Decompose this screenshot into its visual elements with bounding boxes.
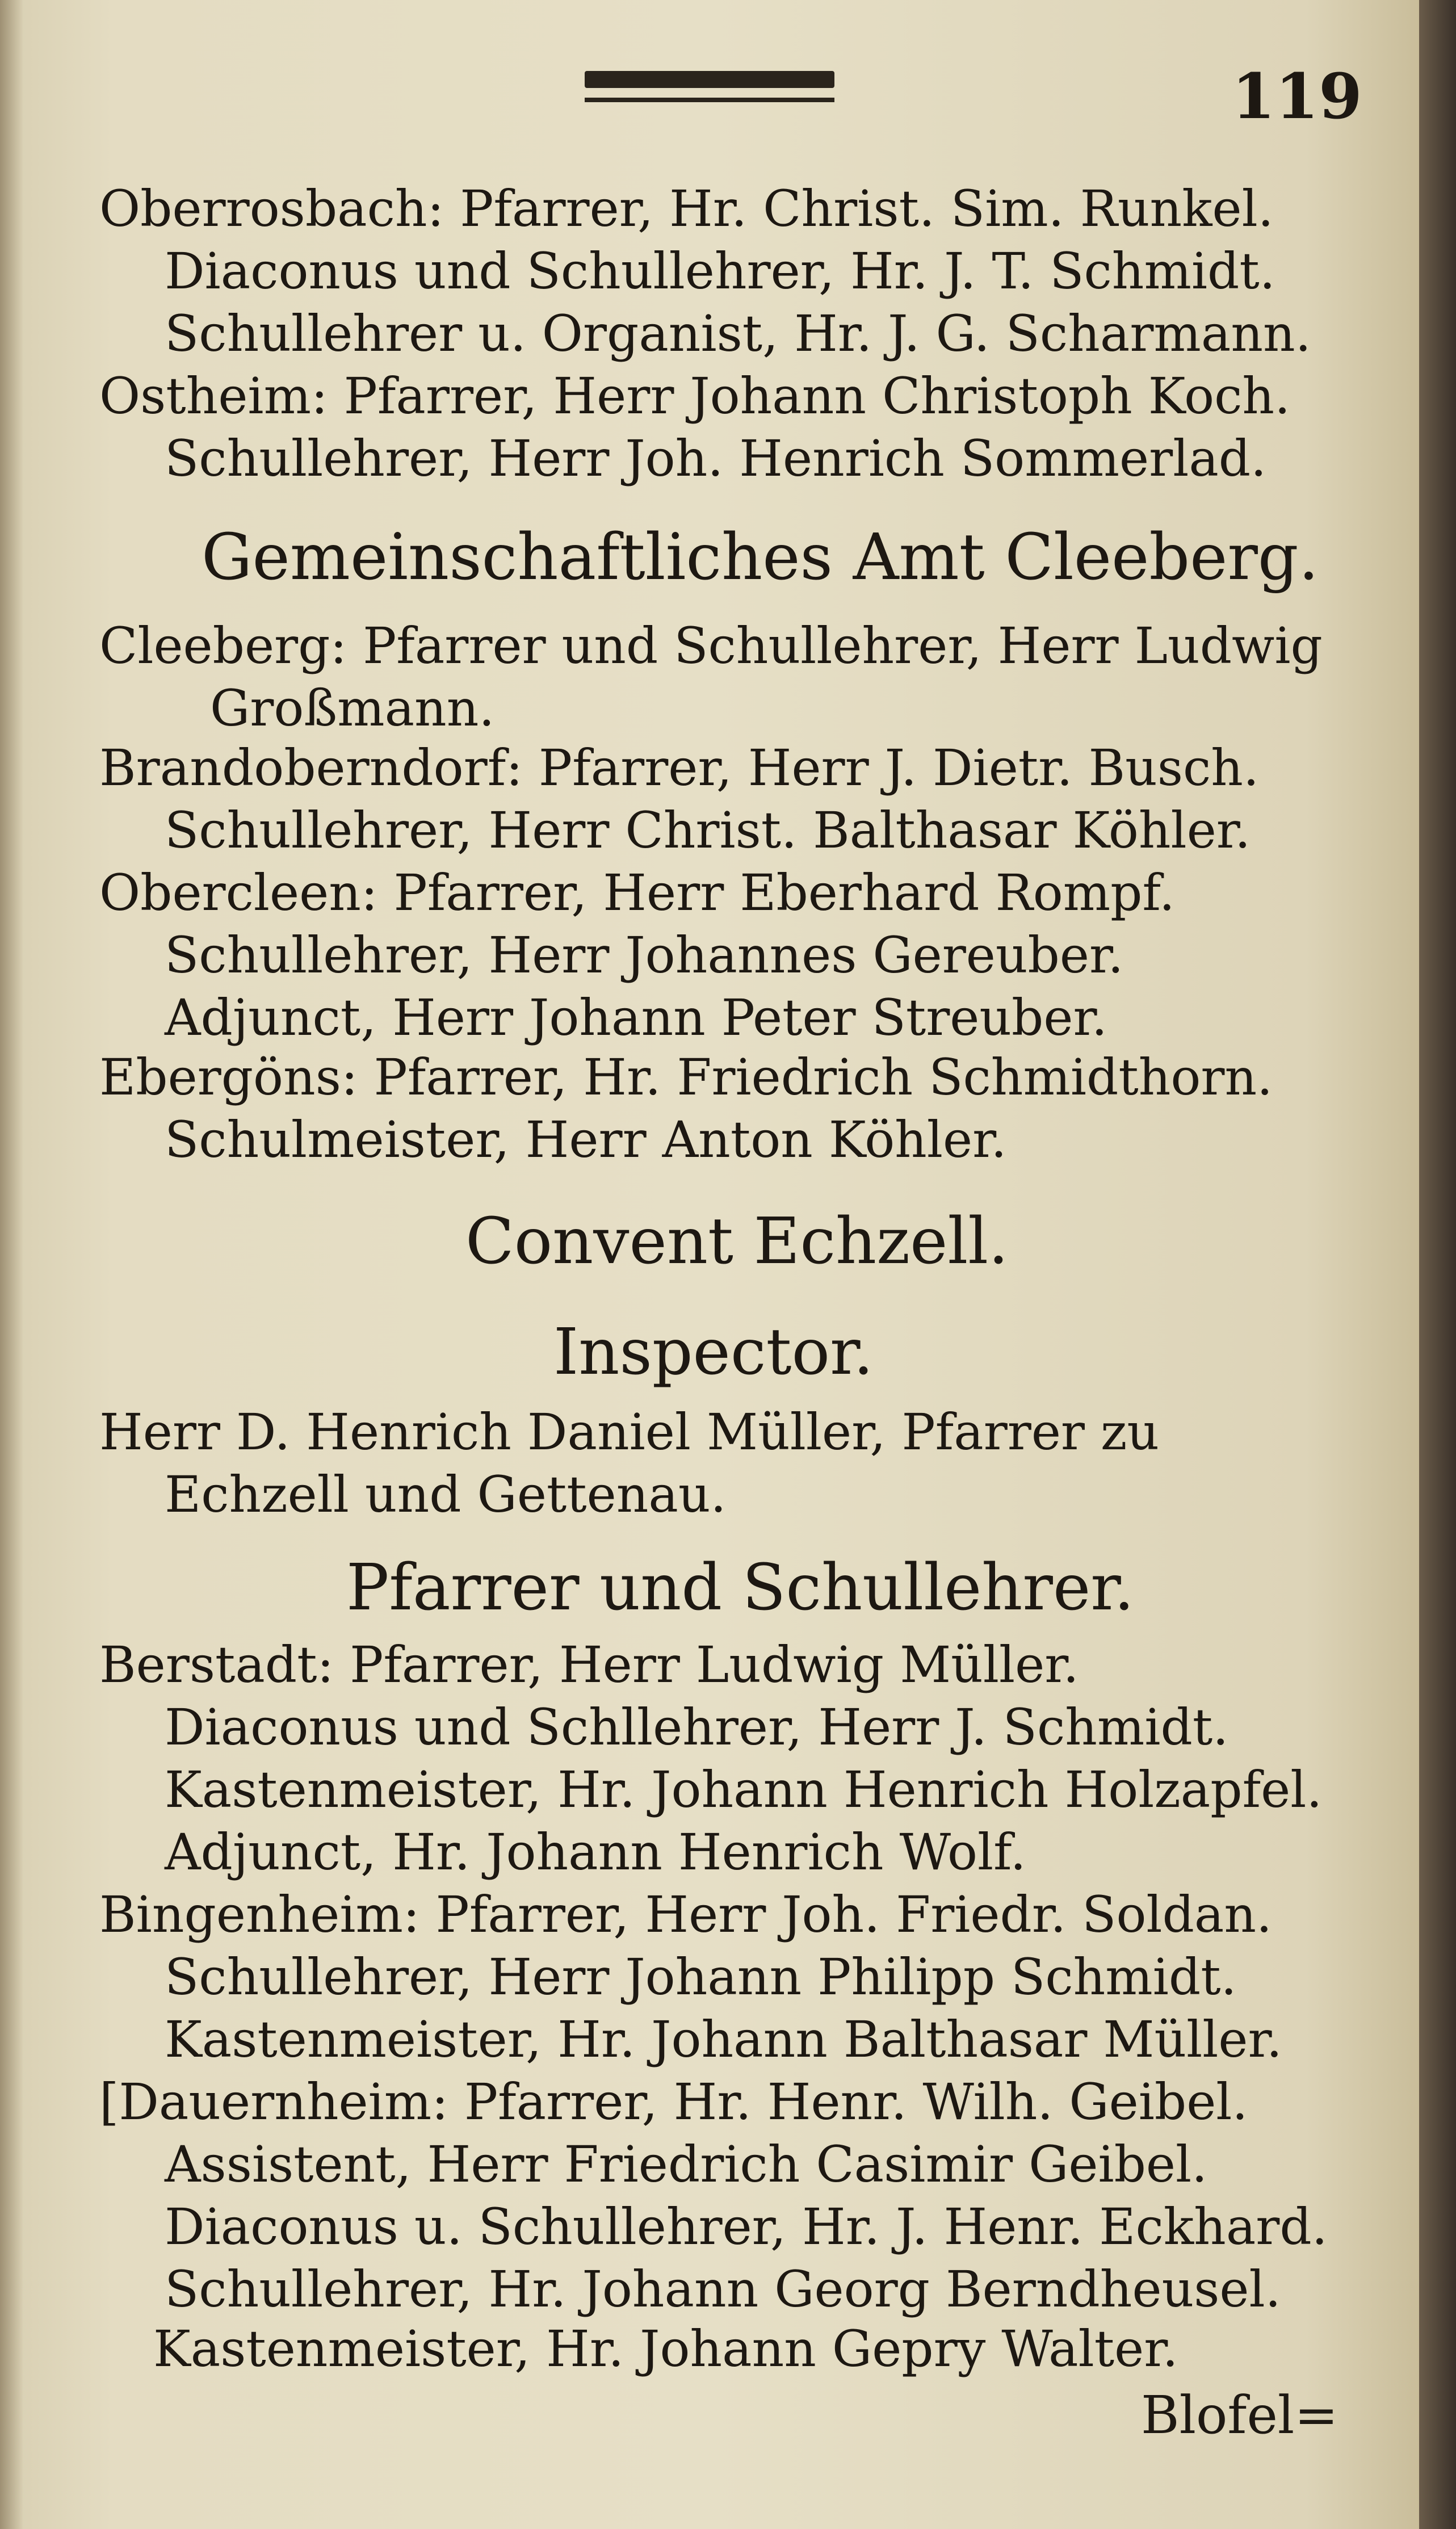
entry-line: Schullehrer u. Organist, Hr. J. G. Scharmann. [165,304,1311,363]
entry-line: Schullehrer, Hr. Johann Georg Berndheusel. [165,2260,1281,2318]
entry-inspector: Herr D. Henrich Daniel Müller, Pfarrer zu [99,1403,1159,1461]
entry-line: Assistent, Herr Friedrich Casimir Geibel. [165,2135,1208,2194]
entry-obercleen: Obercleen: Pfarrer, Herr Eberhard Rompf. [99,863,1175,922]
entry-berstadt: Berstadt: Pfarrer, Herr Ludwig Müller. [99,1635,1079,1694]
entry-brandoberndorf: Brandoberndorf: Pfarrer, Herr J. Dietr. Busch. [99,739,1259,797]
entry-ebergoens: Ebergöns: Pfarrer, Hr. Friedrich Schmidthorn. [99,1048,1273,1106]
entry-line: Diaconus und Schullehrer, Hr. J. T. Schmidt. [165,242,1275,300]
section-heading: Convent Echzell. [465,1205,1009,1278]
entry-line: Diaconus und Schllehrer, Herr J. Schmidt. [165,1698,1229,1756]
page-number: 119 [1232,60,1362,133]
entry-line: Schullehrer, Herr Christ. Balthasar Köhler. [165,801,1251,859]
entry-line: Schullehrer, Herr Johann Philipp Schmidt. [165,1948,1237,2006]
entry-line: Kastenmeister, Hr. Johann Balthasar Müller. [165,2010,1282,2069]
entry-oberrosbach: Oberrosbach: Pfarrer, Hr. Christ. Sim. Runkel. [99,179,1274,238]
entry-dauernheim: [Dauernheim: Pfarrer, Hr. Henr. Wilh. Geibel. [99,2073,1248,2131]
entry-line: Schullehrer, Herr Johannes Gereuber. [165,926,1124,984]
entry-line: Kastenmeister, Hr. Johann Gepry Walter. [153,2320,1178,2378]
entry-line: Großmann. [210,679,495,737]
page-gutter [0,0,23,2529]
subsection-heading: Pfarrer und Schullehrer. [346,1551,1135,1625]
page-edge [1419,0,1456,2529]
subsection-heading: Inspector. [553,1315,874,1389]
entry-line: Schulmeister, Herr Anton Köhler. [165,1110,1007,1169]
entry-line: Echzell und Gettenau. [165,1465,727,1524]
entry-cleeberg: Cleeberg: Pfarrer und Schullehrer, Herr Ludwig [99,616,1323,675]
header-ornament [585,71,834,88]
catchword: Blofel= [1141,2385,1338,2446]
entry-line: Schullehrer, Herr Joh. Henrich Sommerlad. [165,429,1267,488]
entry-line: Adjunct, Hr. Johann Henrich Wolf. [165,1823,1026,1881]
entry-line: Kastenmeister, Hr. Johann Henrich Holzapfel. [165,1760,1323,1819]
header-rule [585,98,834,102]
entry-line: Diaconus u. Schullehrer, Hr. J. Henr. Eckhard. [165,2197,1328,2256]
section-heading: Gemeinschaftliches Amt Cleeberg. [202,521,1319,594]
entry-ostheim: Ostheim: Pfarrer, Herr Johann Christoph Koch. [99,367,1291,425]
entry-line: Adjunct, Herr Johann Peter Streuber. [165,988,1107,1047]
entry-bingenheim: Bingenheim: Pfarrer, Herr Joh. Friedr. Soldan. [99,1885,1273,1944]
